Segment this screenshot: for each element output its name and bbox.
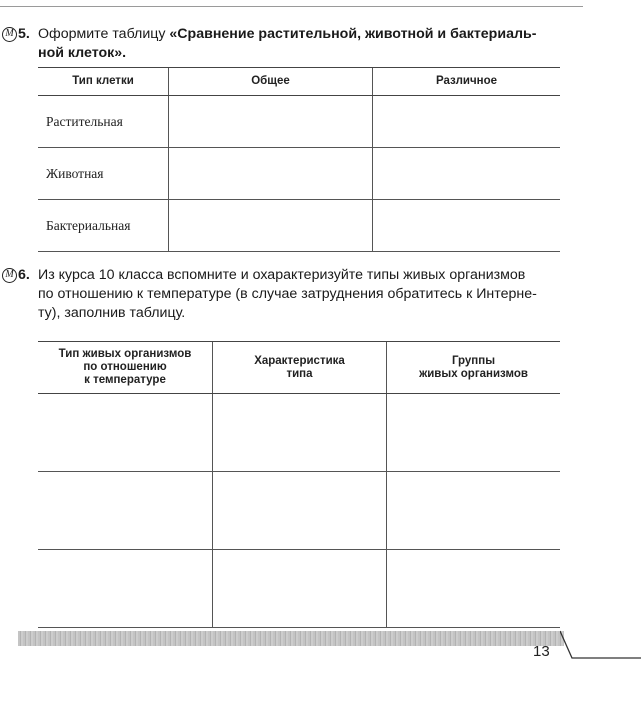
header-line: живых организмов bbox=[419, 367, 528, 380]
table-header-row bbox=[38, 342, 560, 394]
table-row bbox=[38, 394, 560, 472]
empty-cell[interactable] bbox=[169, 96, 373, 148]
header-line: к температуре bbox=[84, 374, 166, 386]
header-line: Группы bbox=[451, 354, 496, 367]
header-line: Характеристика bbox=[254, 354, 345, 367]
header-characteristic bbox=[213, 342, 387, 394]
table-header-row bbox=[38, 68, 560, 96]
empty-cell[interactable] bbox=[387, 472, 561, 550]
row-label: Растительная bbox=[38, 96, 169, 148]
empty-cell[interactable] bbox=[169, 148, 373, 200]
header-cell-type: Тип клетки bbox=[38, 68, 169, 96]
task-5 bbox=[0, 25, 600, 63]
row-label: Животная bbox=[38, 148, 169, 200]
empty-cell[interactable] bbox=[169, 200, 373, 252]
header-line: по отношению bbox=[83, 361, 167, 373]
empty-cell[interactable] bbox=[387, 394, 561, 472]
task-6-heading bbox=[0, 266, 600, 323]
header-organism-type bbox=[38, 342, 213, 394]
empty-cell[interactable] bbox=[373, 200, 561, 252]
method-badge-icon: М bbox=[2, 268, 17, 283]
temperature-organisms-table bbox=[38, 341, 560, 628]
empty-cell[interactable] bbox=[38, 472, 213, 550]
empty-cell[interactable] bbox=[373, 96, 561, 148]
task-text-line: ту), заполнив таблицу. bbox=[38, 305, 186, 321]
task-text-line: по отношению к температуре (в случае затруднения обратитесь к Интерне- bbox=[38, 286, 537, 302]
task-number: 5. bbox=[18, 26, 30, 42]
table-row bbox=[38, 148, 560, 200]
empty-cell[interactable] bbox=[38, 394, 213, 472]
row-label: Бактериальная bbox=[38, 200, 169, 252]
top-divider bbox=[0, 6, 583, 7]
page-corner-line bbox=[560, 630, 641, 662]
table-title: «Сравнение растительной, животной и бактериаль- bbox=[169, 26, 537, 42]
task-6 bbox=[0, 266, 600, 323]
empty-cell[interactable] bbox=[213, 550, 387, 628]
method-badge-icon: М bbox=[2, 27, 17, 42]
cell-comparison-table bbox=[38, 67, 560, 252]
task-text-line: Из курса 10 класса вспомните и охарактеризуйте типы живых организмов bbox=[38, 267, 526, 283]
page-number: 13 bbox=[533, 643, 550, 660]
header-line: Тип живых организмов bbox=[58, 348, 192, 360]
task-number: 6. bbox=[18, 267, 30, 283]
table-row bbox=[38, 472, 560, 550]
table-row bbox=[38, 96, 560, 148]
table-row bbox=[38, 550, 560, 628]
header-common: Общее bbox=[169, 68, 373, 96]
header-different: Различное bbox=[373, 68, 561, 96]
task-text: Оформите таблицу bbox=[38, 26, 170, 42]
empty-cell[interactable] bbox=[213, 394, 387, 472]
footer-band bbox=[18, 631, 564, 646]
empty-cell[interactable] bbox=[373, 148, 561, 200]
empty-cell[interactable] bbox=[387, 550, 561, 628]
table-title-cont: ной клеток». bbox=[38, 45, 127, 61]
table-row bbox=[38, 200, 560, 252]
header-line: типа bbox=[286, 367, 313, 380]
header-groups bbox=[387, 342, 561, 394]
task-5-heading bbox=[0, 25, 600, 63]
empty-cell[interactable] bbox=[38, 550, 213, 628]
empty-cell[interactable] bbox=[213, 472, 387, 550]
